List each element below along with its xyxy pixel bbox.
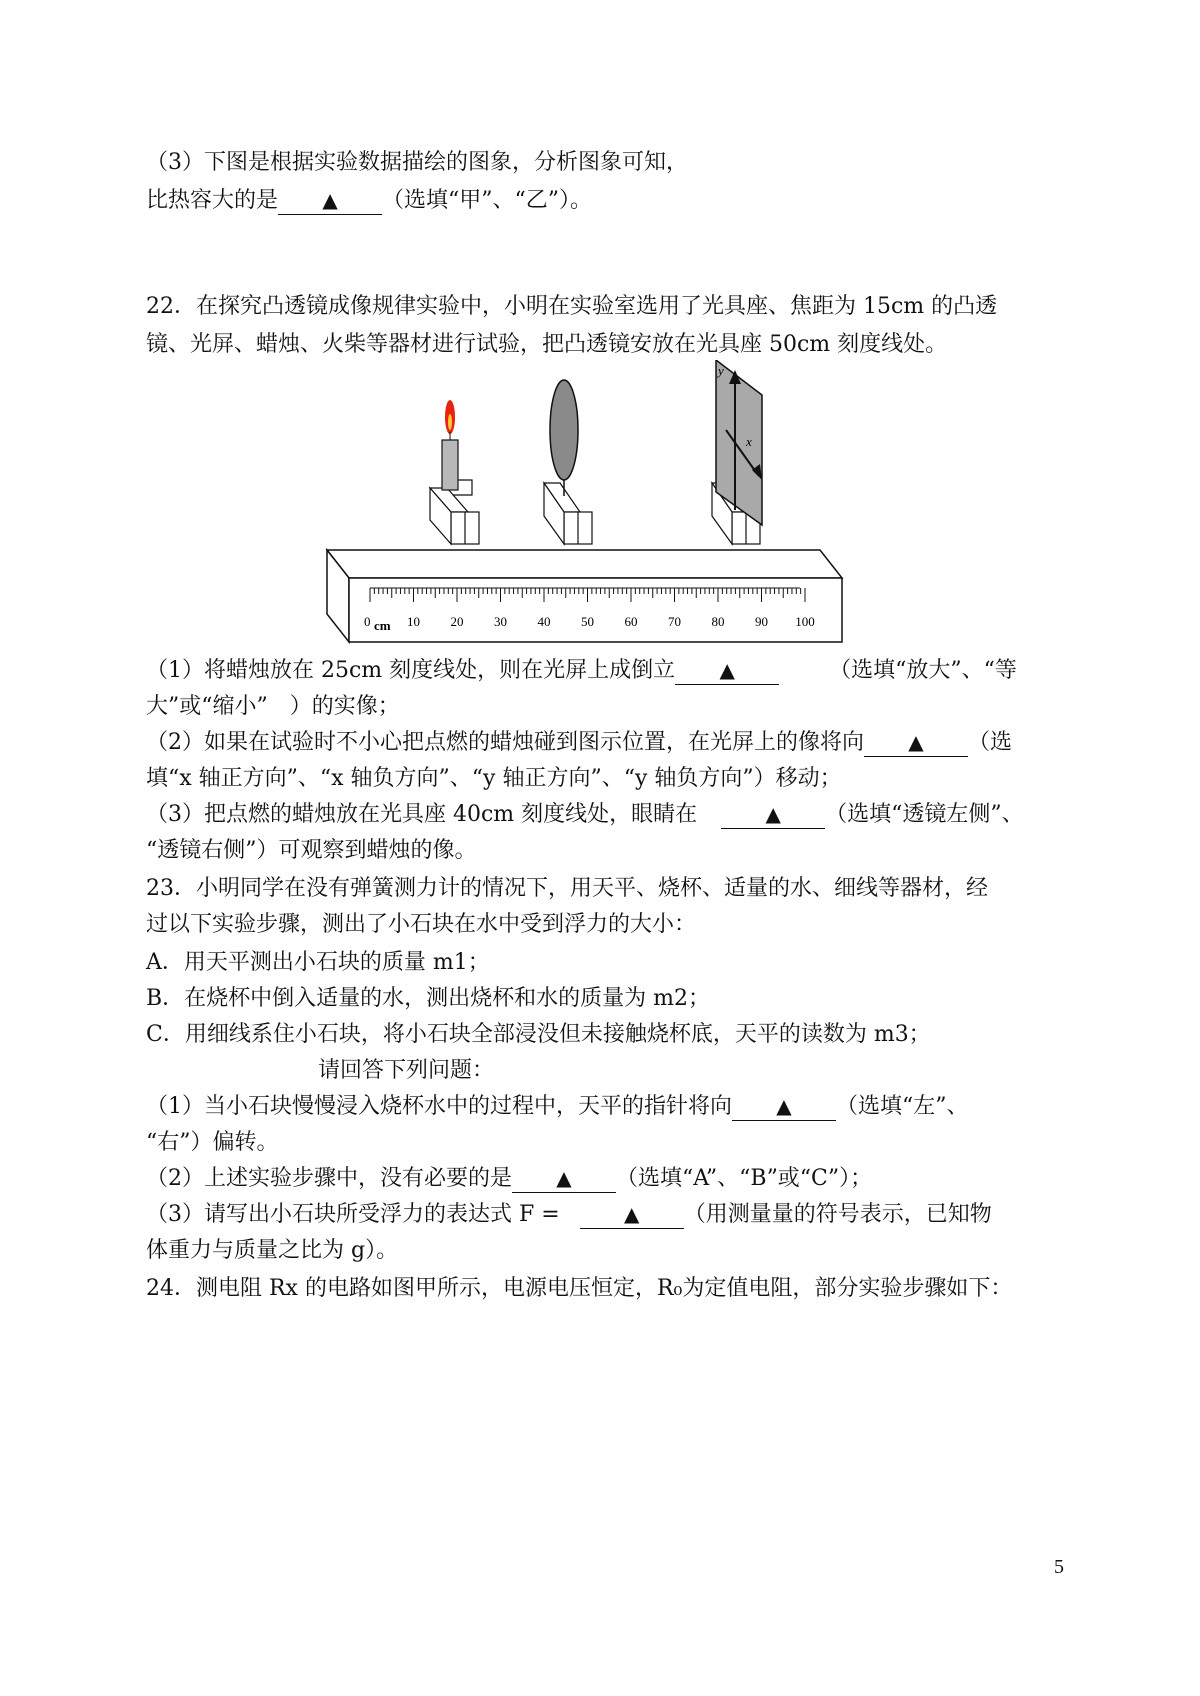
q23-step-c: C．用细线系住小石块，将小石块全部浸没但未接触烧杯底，天平的读数为 m3； xyxy=(146,1022,931,1047)
q23-prompt: 请回答下列问题： xyxy=(318,1058,495,1083)
q23-step-b: B．在烧杯中倒入适量的水，测出烧杯和水的质量为 m2； xyxy=(146,986,711,1011)
page-number: 5 xyxy=(1054,1556,1064,1578)
y-axis-label: y xyxy=(718,363,724,378)
answer-blank[interactable]: ▲ xyxy=(675,657,779,685)
q23-part3-line2: 体重力与质量之比为 g）。 xyxy=(146,1238,399,1263)
q23-part3-line1: （3）请写出小石块所受浮力的表达式 F = ▲ （用测量量的符号表示，已知物 xyxy=(146,1202,992,1227)
answer-blank[interactable]: ▲ xyxy=(512,1165,616,1193)
ruler-unit-label: cm xyxy=(374,618,391,633)
q22-intro-line2: 镜、光屏、蜡烛、火柴等器材进行试验，把凸透镜安放在光具座 50cm 刻度线处。 xyxy=(146,332,948,357)
candle xyxy=(442,440,458,490)
ruler-tick-label: 30 xyxy=(494,614,507,629)
ruler-tick-label: 40 xyxy=(537,614,551,629)
answer-blank[interactable]: ▲ xyxy=(732,1093,836,1121)
q22-part1-line1: （1）将蜡烛放在 25cm 刻度线处，则在光屏上成倒立 ▲ （选填“放大”、“等 xyxy=(146,658,1017,683)
convex-lens xyxy=(550,380,578,480)
answer-blank[interactable]: ▲ xyxy=(721,801,825,829)
answer-blank[interactable]: ▲ xyxy=(864,729,968,757)
ruler-zero-label: 0 xyxy=(364,614,371,629)
ruler-tick-label: 70 xyxy=(668,614,681,629)
q22-part3-line1: （3）把点燃的蜡烛放在光具座 40cm 刻度线处，眼睛在 ▲ （选填“透镜左侧”、 xyxy=(146,802,1024,827)
answer-blank[interactable]: ▲ xyxy=(580,1201,684,1229)
lens-holder xyxy=(544,483,592,544)
ruler-tick-label: 10 xyxy=(407,614,420,629)
q22-part3-line2: “透镜右侧”）可观察到蜡烛的像。 xyxy=(146,838,477,863)
ruler-tick-label: 20 xyxy=(450,614,464,629)
ruler-tick-label: 90 xyxy=(755,614,768,629)
ruler-tick-label: 80 xyxy=(711,614,725,629)
answer-blank[interactable]: ▲ xyxy=(278,187,382,215)
q22-part1-line2: 大”或“缩小” ）的实像； xyxy=(146,694,400,719)
q21-part3-line1: （3）下图是根据实验数据描绘的图象，分析图象可知， xyxy=(146,150,688,175)
ruler-tick-label: 50 xyxy=(581,614,594,629)
q24-intro: 24．测电阻 Rx 的电路如图甲所示，电源电压恒定，R₀为定值电阻，部分实验步骤如下： xyxy=(146,1276,1013,1301)
ruler-tick-label: 60 xyxy=(624,614,638,629)
bench-top xyxy=(327,550,842,578)
q22-part2-line1: （2）如果在试验时不小心把点燃的蜡烛碰到图示位置，在光屏上的像将向 ▲ （选 xyxy=(146,730,1013,755)
q22-intro-line1: 22．在探究凸透镜成像规律实验中，小明在实验室选用了光具座、焦距为 15cm 的凸透 xyxy=(146,294,998,319)
q23-part1-line2: “右”）偏转。 xyxy=(146,1130,279,1155)
q21-part3-line2: 比热容大的是 ▲ （选填“甲”、“乙”）。 xyxy=(146,188,593,213)
q22-part2-line2: 填“x 轴正方向”、“x 轴负方向”、“y 轴正方向”、“y 轴负方向”）移动； xyxy=(146,766,842,791)
ruler-tick-label: 100 xyxy=(795,614,815,629)
q23-part1-line1: （1）当小石块慢慢浸入烧杯水中的过程中，天平的指针将向 ▲ （选填“左”、 xyxy=(146,1094,969,1119)
q23-intro-line1: 23．小明同学在没有弹簧测力计的情况下，用天平、烧杯、适量的水、细线等器材，经 xyxy=(146,876,988,901)
q23-step-a: A．用天平测出小石块的质量 m1； xyxy=(146,950,490,975)
q23-intro-line2: 过以下实验步骤，测出了小石块在水中受到浮力的大小： xyxy=(146,912,697,937)
optical-bench-figure xyxy=(322,360,912,650)
x-axis-label: x xyxy=(746,434,752,449)
q23-part2: （2）上述实验步骤中，没有必要的是 ▲ （选填“A”、“B”或“C”）； xyxy=(146,1166,873,1191)
